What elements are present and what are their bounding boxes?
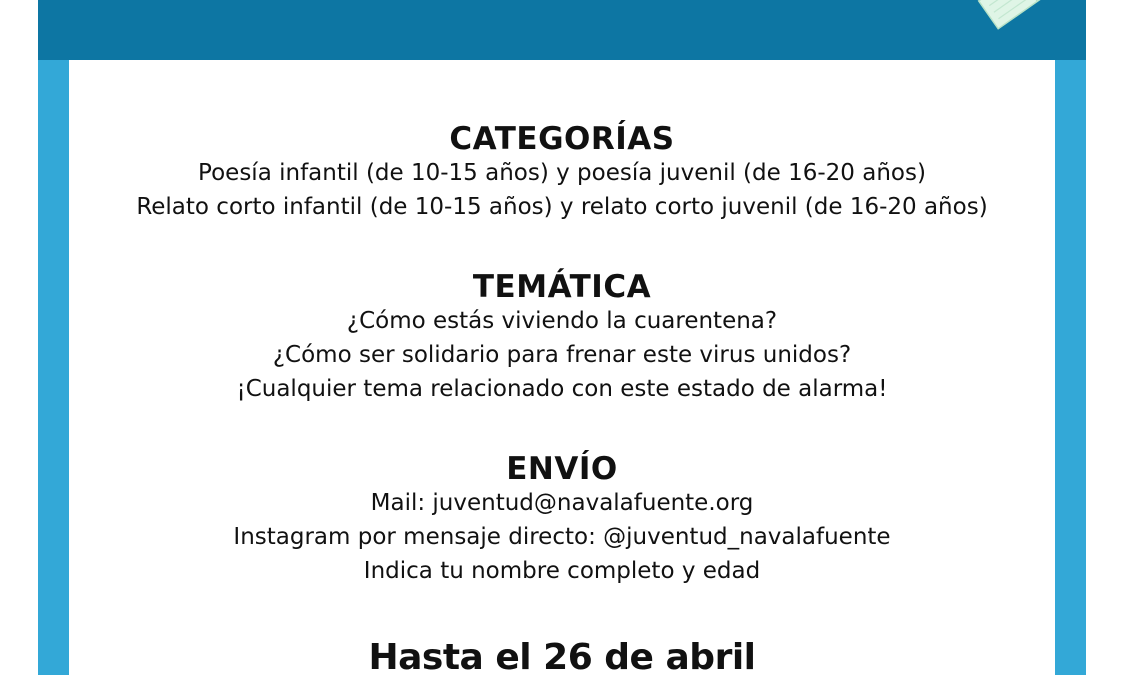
ticket-icon	[973, 0, 1063, 40]
envio-line-nombre: Indica tu nombre completo y edad	[363, 558, 761, 584]
tematica-section	[69, 270, 1055, 406]
categorias-heading: CATEGORÍAS	[449, 121, 675, 157]
envio-line-instagram: Instagram por mensaje directo: @juventud_navalafuente	[233, 524, 891, 550]
deadline-text: Hasta el 26 de abril	[368, 637, 756, 675]
poster-content	[69, 60, 1055, 675]
categorias-line-poesia: Poesía infantil (de 10-15 años) y poesía juvenil (de 16-20 años)	[198, 160, 926, 186]
categorias-line-relato: Relato corto infantil (de 10-15 años) y relato corto juvenil (de 16-20 años)	[136, 194, 988, 220]
tematica-line-alarma: ¡Cualquier tema relacionado con este estado de alarma!	[236, 376, 888, 402]
categorias-section	[69, 122, 1055, 224]
tematica-line-solidario: ¿Cómo ser solidario para frenar este virus unidos?	[272, 342, 852, 368]
envio-section	[69, 452, 1055, 588]
envio-line-mail: Mail: juventud@navalafuente.org	[370, 490, 754, 516]
frame-left-border	[38, 60, 69, 675]
deadline-section	[69, 638, 1055, 675]
top-banner	[38, 0, 1086, 60]
frame-right-border	[1055, 60, 1086, 675]
tematica-line-cuarentena: ¿Cómo estás viviendo la cuarentena?	[346, 308, 778, 334]
envio-heading: ENVÍO	[506, 451, 618, 487]
tematica-heading: TEMÁTICA	[472, 269, 652, 305]
